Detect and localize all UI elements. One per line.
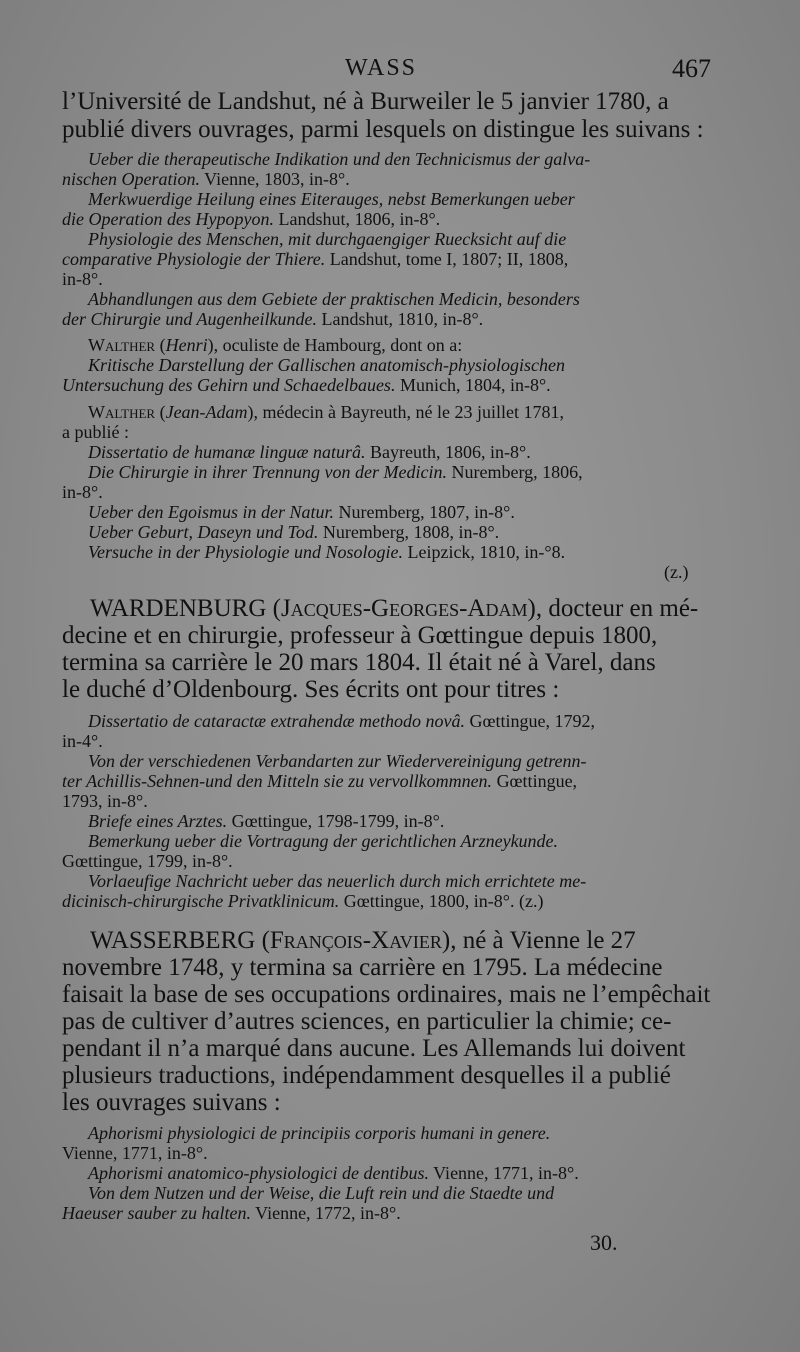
entry-line: plusieurs traductions, indépendamment desquelles il a publié xyxy=(62,1062,671,1089)
work-entry: Gœttingue, 1799, in-8°. xyxy=(62,851,233,871)
work-entry: Kritische Darstellung der Gallischen anatomisch-physiologischen xyxy=(88,355,565,375)
entry-line: novembre 1748, y termina sa carrière en 1795. La médecine xyxy=(62,954,663,981)
work-entry: ter Achillis-Sehnen-und den Mitteln sie zu vervollkommnen. Gœttingue, xyxy=(62,771,578,791)
work-entry: Haeuser sauber zu halten. Vienne, 1772, in-8°. xyxy=(62,1203,401,1223)
entry-line: pendant il n’a marqué dans aucune. Les Allemands lui doivent xyxy=(62,1035,686,1062)
work-entry: in-8°. xyxy=(62,482,103,502)
work-entry: nischen Operation. Vienne, 1803, in-8°. xyxy=(62,169,350,189)
page-number: 467 xyxy=(672,54,711,83)
work-entry: Physiologie des Menschen, mit durchgaengiger Ruecksicht auf die xyxy=(88,229,567,249)
author-sign: (z.) xyxy=(664,562,689,582)
signature-mark: 30. xyxy=(590,1230,618,1255)
entry-line: decine et en chirurgie, professeur à Gœttingue depuis 1800, xyxy=(62,622,658,649)
work-entry: Aphorismi physiologici de principiis corporis humani in genere. xyxy=(88,1123,551,1143)
intro-line: l’Université de Landshut, né à Burweiler le 5 janvier 1780, a xyxy=(62,88,669,115)
work-entry: in-8°. xyxy=(62,269,103,289)
work-entry: die Operation des Hypopyon. Landshut, 1806, in-8°. xyxy=(62,209,441,229)
work-entry: comparative Physiologie der Thiere. Landshut, tome I, 1807; II, 1808, xyxy=(62,249,569,269)
entry-heading-wardenburg: WARDENBURG (Jacques-Georges-Adam), docteur en mé- xyxy=(90,595,699,622)
work-entry: Vorlaeufige Nachricht ueber das neuerlich durch mich errichtete me- xyxy=(88,871,587,891)
entry-heading-wasserberg: WASSERBERG (François-Xavier), né à Vienne le 27 xyxy=(90,927,636,954)
work-entry: Ueber Geburt, Daseyn und Tod. Nuremberg, 1808, in-8°. xyxy=(88,522,500,542)
work-entry: Bemerkung ueber die Vortragung der gerichtlichen Arzneykunde. xyxy=(88,831,559,851)
work-entry: der Chirurgie und Augenheilkunde. Landshut, 1810, in-8°. xyxy=(62,309,484,329)
entry-heading-walther-henri: Walther (Henri), oculiste de Hambourg, dont on a: xyxy=(88,335,463,355)
entry-line: faisait la base de ses occupations ordinaires, mais ne l’empêchait xyxy=(62,981,711,1008)
work-entry: Briefe eines Arztes. Gœttingue, 1798-1799, in-8°. xyxy=(88,811,445,831)
work-entry: Von der verschiedenen Verbandarten zur Wiedervereinigung getrenn- xyxy=(88,751,587,771)
work-entry: Aphorismi anatomico-physiologici de dentibus. Vienne, 1771, in-8°. xyxy=(88,1163,579,1183)
work-entry: Untersuchung des Gehirn und Schaedelbaues. Munich, 1804, in-8°. xyxy=(62,375,551,395)
work-entry: Vienne, 1771, in-8°. xyxy=(62,1143,208,1163)
work-entry: Von dem Nutzen und der Weise, die Luft rein und die Staedte und xyxy=(88,1183,555,1203)
entry-line: pas de cultiver d’autres sciences, en particulier la chimie; ce- xyxy=(62,1008,672,1035)
intro-line: publié divers ouvrages, parmi lesquels on distingue les suivans : xyxy=(62,116,704,143)
work-entry: Ueber den Egoismus in der Natur. Nuremberg, 1807, in-8°. xyxy=(88,502,515,522)
work-entry: Dissertatio de cataractæ extrahendæ methodo novâ. Gœttingue, 1792, xyxy=(88,711,595,731)
work-entry: Die Chirurgie in ihrer Trennung von der Medicin. Nuremberg, 1806, xyxy=(88,462,583,482)
entry-line: termina sa carrière le 20 mars 1804. Il était né à Varel, dans xyxy=(62,649,656,676)
running-title: WASS xyxy=(345,55,418,81)
work-entry: 1793, in-8°. xyxy=(62,791,148,811)
entry-heading-walther-jean: Walther (Jean-Adam), médecin à Bayreuth, né le 23 juillet 1781, xyxy=(88,402,564,422)
work-entry: Abhandlungen aus dem Gebiete der praktischen Medicin, besonders xyxy=(88,289,580,309)
entry-line: le duché d’Oldenbourg. Ses écrits ont pour titres : xyxy=(62,676,560,703)
work-entry: Ueber die therapeutische Indikation und den Technicismus der galva- xyxy=(88,149,591,169)
work-entry: Dissertatio de humanæ linguæ naturâ. Bayreuth, 1806, in-8°. xyxy=(88,442,531,462)
entry-line: les ouvrages suivans : xyxy=(62,1089,281,1116)
work-entry: Versuche in der Physiologie und Nosologie. Leipzick, 1810, in-°8. xyxy=(88,542,566,562)
work-entry: in-4°. xyxy=(62,731,103,751)
work-entry: dicinisch-chirurgische Privatklinicum. Gœttingue, 1800, in-8°. (z.) xyxy=(62,891,544,911)
entry-line: a publié : xyxy=(62,422,129,442)
work-entry: Merkwuerdige Heilung eines Eiterauges, nebst Bemerkungen ueber xyxy=(88,189,575,209)
